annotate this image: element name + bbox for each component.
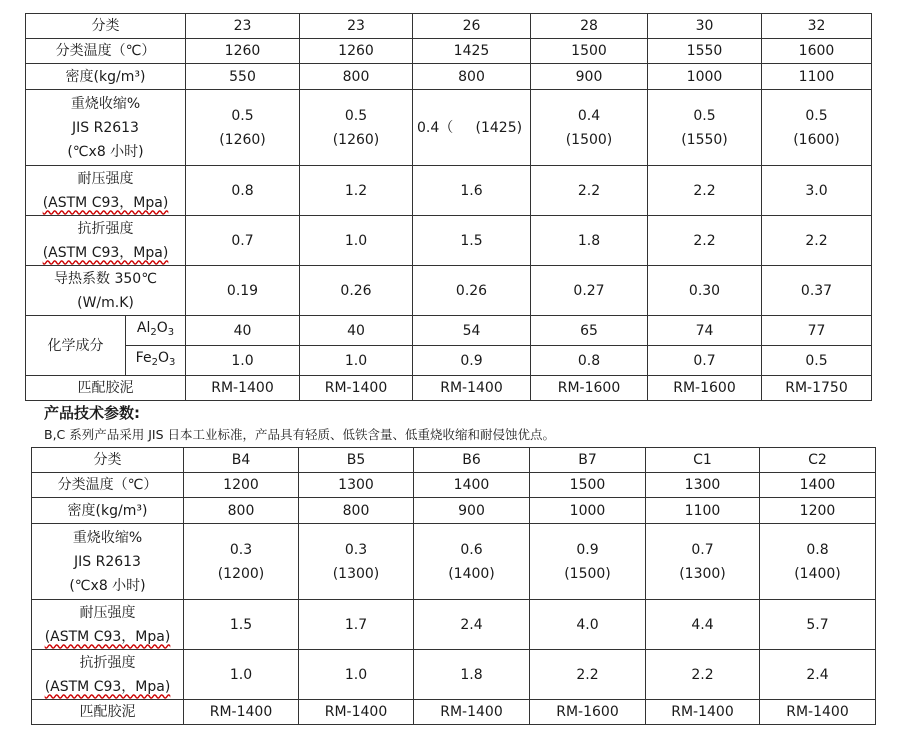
shrinkage-temp: (1260): [219, 131, 266, 148]
shrinkage-value: 0.4: [577, 107, 601, 124]
density-cell: 1100: [646, 498, 760, 524]
flexural-cell: 2.2: [530, 650, 646, 700]
shrinkage-temp: (1600): [793, 131, 840, 148]
shrinkage-label-line: (℃x8 小时): [67, 143, 144, 160]
temperature-cell: 1425: [413, 39, 531, 64]
row-temperature: [26, 39, 872, 64]
flexural-cell: 1.0: [299, 650, 414, 700]
thermal-cell: 0.26: [300, 266, 413, 316]
chemical-label: 化学成分: [26, 316, 126, 376]
shrinkage-value: 0.6: [460, 541, 483, 558]
shrinkage-temp: (1260): [332, 131, 380, 148]
flexural-label-line: 抗折强度: [79, 654, 136, 671]
temperature-cell: 1400: [760, 473, 876, 498]
category-cell: B4: [184, 448, 299, 473]
fe-symbol: Fe: [135, 350, 152, 366]
category-cell: 26: [413, 14, 531, 39]
fe2o3-cell: 0.9: [413, 346, 531, 376]
temperature-cell: 1300: [646, 473, 760, 498]
section-description: B,C 系列产品采用 JIS 日本工业标准，产品具有轻质、低铁含量、低重烧收缩和耐侵蚀优点。: [44, 427, 556, 442]
compressive-cell: 1.2: [300, 166, 413, 216]
al2o3-label: [126, 316, 186, 346]
shrinkage-cell: [530, 524, 646, 600]
shrinkage-label-line: 重烧收缩%: [72, 529, 143, 546]
shrinkage-value: 0.3: [229, 541, 253, 558]
al2o3-cell: 40: [186, 316, 300, 346]
density-cell: 1100: [762, 64, 872, 90]
al2o3-cell: 74: [648, 316, 762, 346]
category-cell: 30: [648, 14, 762, 39]
shrinkage-value: 0.5: [693, 107, 716, 124]
temperature-cell: 1260: [186, 39, 300, 64]
flexural-label-line: (ASTM C93，Mpa): [42, 244, 169, 261]
shrinkage-value: 0.3: [344, 541, 368, 558]
mortar-cell: RM-1400: [413, 376, 531, 401]
category-cell: B5: [299, 448, 414, 473]
mortar-cell: RM-1400: [184, 700, 299, 725]
shrinkage-value: 0.5: [805, 107, 828, 124]
row-flexural-strength: [26, 216, 872, 266]
spec-table-2: [31, 447, 876, 725]
o-symbol: O: [156, 320, 168, 336]
flexural-label-line: 抗折强度: [77, 220, 134, 237]
subscript: 2: [151, 357, 158, 368]
mortar-cell: RM-1600: [648, 376, 762, 401]
row-shrinkage: [32, 524, 876, 600]
flexural-cell: 0.7: [186, 216, 300, 266]
thermal-cell: 0.30: [648, 266, 762, 316]
shrinkage-temp: (1425): [475, 119, 523, 136]
section-heading: 产品技术参数:: [44, 404, 140, 422]
subscript: 2: [150, 327, 157, 338]
row-flexural-strength: [32, 650, 876, 700]
shrinkage-cell: [414, 524, 530, 600]
flexural-cell: 1.0: [184, 650, 299, 700]
thermal-label-line: 导热系数 350℃: [54, 270, 157, 287]
compressive-label: [32, 600, 184, 650]
mortar-cell: RM-1400: [299, 700, 414, 725]
fe2o3-cell: 1.0: [300, 346, 413, 376]
shrinkage-temp: (1550): [681, 131, 728, 148]
shrinkage-label: [26, 90, 186, 166]
shrinkage-label-line: JIS R2613: [74, 553, 141, 570]
compressive-cell: 4.0: [530, 600, 646, 650]
al2o3-cell: 40: [300, 316, 413, 346]
shrinkage-value: 0.5: [231, 107, 254, 124]
mortar-cell: RM-1600: [531, 376, 648, 401]
row-compressive-strength: [32, 600, 876, 650]
flexural-cell: 1.8: [414, 650, 530, 700]
shrinkage-temp: (1300): [332, 565, 380, 582]
thermal-cell: 0.27: [531, 266, 648, 316]
category-cell: 32: [762, 14, 872, 39]
shrinkage-cell: [760, 524, 876, 600]
mortar-label: 匹配胶泥: [26, 376, 186, 401]
flexural-label: [26, 216, 186, 266]
compressive-cell: 3.0: [762, 166, 872, 216]
category-cell: B7: [530, 448, 646, 473]
fe2o3-cell: 0.5: [762, 346, 872, 376]
mortar-cell: RM-1400: [760, 700, 876, 725]
row-category: [26, 14, 872, 39]
shrinkage-temp: (1200): [217, 565, 265, 582]
al2o3-cell: 65: [531, 316, 648, 346]
compressive-cell: 2.4: [414, 600, 530, 650]
temperature-cell: 1550: [648, 39, 762, 64]
al2o3-cell: 77: [762, 316, 872, 346]
fe2o3-cell: 0.7: [648, 346, 762, 376]
compressive-label-line: 耐压强度: [79, 604, 136, 621]
flexural-cell: 2.2: [762, 216, 872, 266]
density-cell: 800: [184, 498, 299, 524]
compressive-label-line: 耐压强度: [77, 170, 134, 187]
thermal-cell: 0.37: [762, 266, 872, 316]
shrinkage-temp: (1500): [564, 565, 611, 582]
mortar-cell: RM-1400: [186, 376, 300, 401]
row-shrinkage: [26, 90, 872, 166]
fe2o3-label: [126, 346, 186, 376]
row-mortar: [26, 376, 872, 401]
category-cell: 23: [300, 14, 413, 39]
compressive-cell: 1.5: [184, 600, 299, 650]
compressive-cell: 5.7: [760, 600, 876, 650]
shrinkage-value: 0.7: [691, 541, 714, 558]
o-symbol: O: [157, 350, 169, 366]
density-cell: 800: [300, 64, 413, 90]
thermal-cell: 0.26: [413, 266, 531, 316]
temperature-label: 分类温度（℃）: [32, 473, 184, 498]
subscript: 3: [168, 357, 176, 368]
row-mortar: [32, 700, 876, 725]
shrinkage-temp: (1400): [794, 565, 841, 582]
shrinkage-label-line: JIS R2613: [72, 119, 139, 136]
compressive-cell: 1.7: [299, 600, 414, 650]
shrinkage-cell: [186, 90, 300, 166]
shrinkage-cell: [184, 524, 299, 600]
al-symbol: Al: [136, 320, 151, 336]
density-cell: 800: [413, 64, 531, 90]
shrinkage-cell: [300, 90, 413, 166]
compressive-cell: 2.2: [531, 166, 648, 216]
flexural-cell: 2.4: [760, 650, 876, 700]
compressive-cell: 1.6: [413, 166, 531, 216]
row-thermal-conductivity: [26, 266, 872, 316]
thermal-label: [26, 266, 186, 316]
category-cell: C2: [760, 448, 876, 473]
compressive-cell: 2.2: [648, 166, 762, 216]
temperature-cell: 1300: [299, 473, 414, 498]
temperature-cell: 1600: [762, 39, 872, 64]
density-label: 密度(kg/m³): [32, 498, 184, 524]
flexural-cell: 1.8: [531, 216, 648, 266]
shrinkage-label-line: (℃x8 小时): [69, 577, 146, 594]
shrinkage-value: 0.8: [806, 541, 829, 558]
temperature-cell: 1260: [300, 39, 413, 64]
subscript: 3: [167, 327, 175, 338]
flexural-cell: 1.5: [413, 216, 531, 266]
category-label: 分类: [26, 14, 186, 39]
density-cell: 800: [299, 498, 414, 524]
shrinkage-cell: [648, 90, 762, 166]
compressive-cell: 4.4: [646, 600, 760, 650]
row-fe2o3: [26, 346, 872, 376]
density-cell: 900: [414, 498, 530, 524]
fe2o3-cell: 0.8: [531, 346, 648, 376]
row-density: [26, 64, 872, 90]
flexural-cell: 2.2: [648, 216, 762, 266]
shrinkage-cell: [762, 90, 872, 166]
temperature-cell: 1400: [414, 473, 530, 498]
shrinkage-cell: [531, 90, 648, 166]
category-cell: C1: [646, 448, 760, 473]
shrinkage-value: 0.4（: [417, 119, 454, 136]
flexural-label-line: (ASTM C93，Mpa): [44, 678, 171, 695]
row-al2o3: [26, 316, 872, 346]
mortar-cell: RM-1400: [300, 376, 413, 401]
category-cell: B6: [414, 448, 530, 473]
compressive-cell: 0.8: [186, 166, 300, 216]
spec-table-1: [25, 13, 872, 401]
row-temperature: [32, 473, 876, 498]
flexural-cell: 1.0: [300, 216, 413, 266]
density-cell: 1000: [648, 64, 762, 90]
shrinkage-temp: (1300): [679, 565, 726, 582]
shrinkage-label: [32, 524, 184, 600]
thermal-label-line: (W/m.K): [77, 294, 134, 311]
al2o3-cell: 54: [413, 316, 531, 346]
shrinkage-temp: (1500): [565, 131, 613, 148]
density-cell: 1000: [530, 498, 646, 524]
temperature-label: 分类温度（℃）: [26, 39, 186, 64]
density-cell: 550: [186, 64, 300, 90]
mortar-cell: RM-1400: [414, 700, 530, 725]
flexural-cell: 2.2: [646, 650, 760, 700]
row-compressive-strength: [26, 166, 872, 216]
category-cell: 28: [531, 14, 648, 39]
shrinkage-cell: [413, 90, 531, 166]
density-cell: 900: [531, 64, 648, 90]
compressive-label-line: (ASTM C93，Mpa): [42, 194, 169, 211]
temperature-cell: 1500: [531, 39, 648, 64]
shrinkage-value: 0.9: [576, 541, 599, 558]
category-label: 分类: [32, 448, 184, 473]
shrinkage-temp: (1400): [448, 565, 495, 582]
mortar-cell: RM-1750: [762, 376, 872, 401]
compressive-label-line: (ASTM C93，Mpa): [44, 628, 171, 645]
temperature-cell: 1500: [530, 473, 646, 498]
mortar-cell: RM-1600: [530, 700, 646, 725]
thermal-cell: 0.19: [186, 266, 300, 316]
temperature-cell: 1200: [184, 473, 299, 498]
row-density: [32, 498, 876, 524]
category-cell: 23: [186, 14, 300, 39]
row-category: [32, 448, 876, 473]
shrinkage-label-line: 重烧收缩%: [70, 95, 141, 112]
compressive-label: [26, 166, 186, 216]
mortar-cell: RM-1400: [646, 700, 760, 725]
fe2o3-cell: 1.0: [186, 346, 300, 376]
shrinkage-cell: [646, 524, 760, 600]
density-cell: 1200: [760, 498, 876, 524]
flexural-label: [32, 650, 184, 700]
mortar-label: 匹配胶泥: [32, 700, 184, 725]
density-label: 密度(kg/m³): [26, 64, 186, 90]
shrinkage-cell: [299, 524, 414, 600]
shrinkage-value: 0.5: [344, 107, 368, 124]
